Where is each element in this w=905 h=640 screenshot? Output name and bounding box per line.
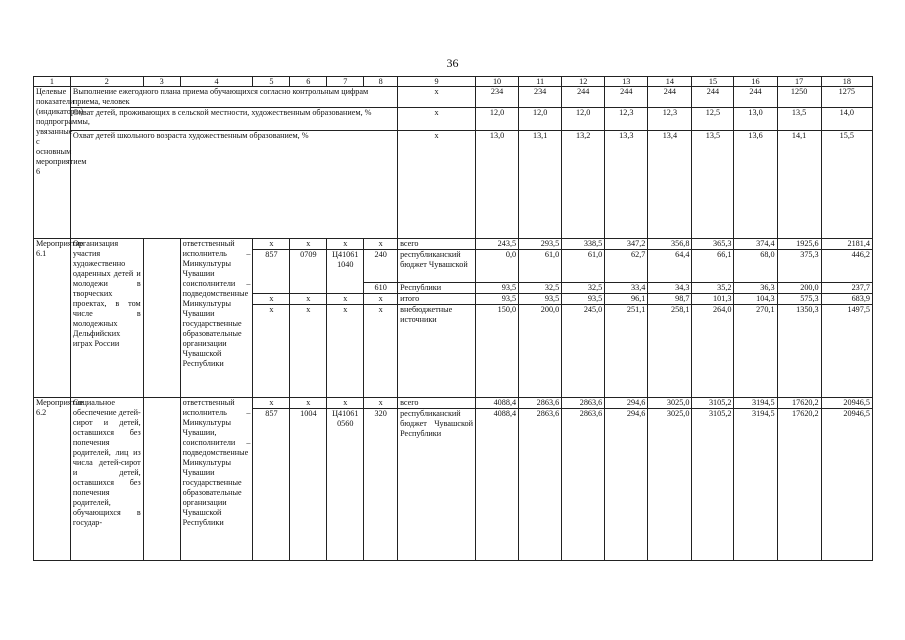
source-cell: всего <box>398 239 476 250</box>
empty-cell <box>143 239 180 398</box>
source-cell: внебюджетные источники <box>398 305 476 398</box>
value-cell: 243,5 <box>476 239 519 250</box>
value-cell: 13,0 <box>734 108 777 131</box>
value-cell: 3025,0 <box>648 398 692 409</box>
value-cell: 1497,5 <box>821 305 872 398</box>
value-cell: 68,0 <box>734 250 777 283</box>
measure-name: Социальное обеспечение детей-сирот и детей, оставшихся без попечения родителей, лиц из числа детей-сирот и детей, оставшихся без попечения родителей, обучающихся в государ- <box>70 398 143 561</box>
code-cell: x <box>290 305 327 398</box>
indicator-mark: x <box>398 108 476 131</box>
value-cell: 365,3 <box>692 239 734 250</box>
indicator-mark: x <box>398 131 476 239</box>
value-cell: 61,0 <box>562 250 605 283</box>
value-cell: 4088,4 <box>476 409 519 561</box>
code-cell: 320 <box>364 409 398 561</box>
value-cell: 294,6 <box>605 398 648 409</box>
value-cell: 13,0 <box>476 131 519 239</box>
value-cell: 12,3 <box>648 108 692 131</box>
value-cell: 13,5 <box>692 131 734 239</box>
col-header: 17 <box>777 77 821 87</box>
value-cell: 293,5 <box>519 239 562 250</box>
value-cell: 12,0 <box>476 108 519 131</box>
code-cell: x <box>364 398 398 409</box>
value-cell: 1250 <box>777 87 821 108</box>
code-cell <box>327 283 364 294</box>
indicator-text: Выполнение ежегодного плана приема обучающихся согласно контрольным цифрам приема, человек <box>70 87 397 108</box>
value-cell: 2181,4 <box>821 239 872 250</box>
value-cell: 17620,2 <box>777 409 821 561</box>
value-cell: 93,5 <box>476 283 519 294</box>
value-cell: 32,5 <box>519 283 562 294</box>
value-cell: 12,5 <box>692 108 734 131</box>
table-row <box>34 398 873 409</box>
code-cell: x <box>253 398 290 409</box>
indicator-text: Охват детей школьного возраста художественным образованием, % <box>70 131 397 239</box>
value-cell: 12,3 <box>605 108 648 131</box>
value-cell: 33,4 <box>605 283 648 294</box>
value-cell: 3194,5 <box>734 409 777 561</box>
code-cell: x <box>327 398 364 409</box>
value-cell: 1350,3 <box>777 305 821 398</box>
source-cell: итого <box>398 294 476 305</box>
page-number: 36 <box>446 56 459 70</box>
value-cell: 244 <box>692 87 734 108</box>
col-header: 4 <box>180 77 253 87</box>
col-header: 10 <box>476 77 519 87</box>
value-cell: 575,3 <box>777 294 821 305</box>
code-cell: Ц41061 1040 <box>327 250 364 283</box>
value-cell: 12,0 <box>562 108 605 131</box>
code-cell: x <box>364 294 398 305</box>
code-cell <box>290 283 327 294</box>
code-cell: x <box>327 294 364 305</box>
value-cell: 14,1 <box>777 131 821 239</box>
empty-cell <box>143 398 180 561</box>
measure-label: Мероприятие 6.1 <box>34 239 71 398</box>
value-cell: 20946,5 <box>821 409 872 561</box>
value-cell: 683,9 <box>821 294 872 305</box>
col-header: 12 <box>562 77 605 87</box>
value-cell: 98,7 <box>648 294 692 305</box>
column-number-row <box>34 77 873 87</box>
value-cell: 347,2 <box>605 239 648 250</box>
value-cell: 234 <box>519 87 562 108</box>
code-cell: x <box>327 239 364 250</box>
value-cell: 200,0 <box>777 283 821 294</box>
value-cell: 374,4 <box>734 239 777 250</box>
code-cell: x <box>253 305 290 398</box>
value-cell: 446,2 <box>821 250 872 283</box>
col-header: 3 <box>143 77 180 87</box>
table-row <box>34 239 873 250</box>
value-cell: 4088,4 <box>476 398 519 409</box>
value-cell: 13,2 <box>562 131 605 239</box>
value-cell: 12,0 <box>519 108 562 131</box>
col-header: 8 <box>364 77 398 87</box>
measure-executor: ответственный исполнитель – Минкультуры Чувашии соисполнители – подведомственные Минкультуры Чувашии государственные образовательные организации Чувашской Республики <box>180 239 253 398</box>
value-cell: 258,1 <box>648 305 692 398</box>
code-cell: x <box>327 305 364 398</box>
value-cell: 66,1 <box>692 250 734 283</box>
col-header: 11 <box>519 77 562 87</box>
value-cell: 13,5 <box>777 108 821 131</box>
code-cell <box>253 283 290 294</box>
value-cell: 356,8 <box>648 239 692 250</box>
code-cell: 610 <box>364 283 398 294</box>
value-cell: 17620,2 <box>777 398 821 409</box>
value-cell: 61,0 <box>519 250 562 283</box>
code-cell: x <box>364 305 398 398</box>
value-cell: 93,5 <box>562 294 605 305</box>
col-header: 15 <box>692 77 734 87</box>
value-cell: 35,2 <box>692 283 734 294</box>
code-cell: x <box>290 239 327 250</box>
value-cell: 1275 <box>821 87 872 108</box>
value-cell: 2863,6 <box>519 409 562 561</box>
value-cell: 150,0 <box>476 305 519 398</box>
value-cell: 270,1 <box>734 305 777 398</box>
value-cell: 101,3 <box>692 294 734 305</box>
targets-label: Целевые показатели (индикаторы) подпрограммы, увязанные с основным мероприятием 6 <box>34 87 71 239</box>
value-cell: 20946,5 <box>821 398 872 409</box>
value-cell: 15,5 <box>821 131 872 239</box>
col-header: 9 <box>398 77 476 87</box>
value-cell: 32,5 <box>562 283 605 294</box>
measure-executor: ответственный исполнитель – Минкультуры Чувашии, соисполнители – подведомственные Минкультуры Чувашии государственные образовательные организации Чувашской Республики <box>180 398 253 561</box>
code-cell: x <box>364 239 398 250</box>
value-cell: 13,1 <box>519 131 562 239</box>
value-cell: 244 <box>605 87 648 108</box>
code-cell: 857 <box>253 250 290 283</box>
value-cell: 14,0 <box>821 108 872 131</box>
value-cell: 3105,2 <box>692 409 734 561</box>
col-header: 6 <box>290 77 327 87</box>
value-cell: 1925,6 <box>777 239 821 250</box>
value-cell: 13,4 <box>648 131 692 239</box>
code-cell: x <box>253 294 290 305</box>
value-cell: 64,4 <box>648 250 692 283</box>
col-header: 2 <box>70 77 143 87</box>
code-cell: 0709 <box>290 250 327 283</box>
code-cell: x <box>290 294 327 305</box>
value-cell: 294,6 <box>605 409 648 561</box>
col-header: 5 <box>253 77 290 87</box>
value-cell: 34,3 <box>648 283 692 294</box>
col-header: 18 <box>821 77 872 87</box>
value-cell: 200,0 <box>519 305 562 398</box>
value-cell: 251,1 <box>605 305 648 398</box>
source-cell: всего <box>398 398 476 409</box>
table-row <box>34 108 873 131</box>
value-cell: 0,0 <box>476 250 519 283</box>
value-cell: 13,6 <box>734 131 777 239</box>
value-cell: 13,3 <box>605 131 648 239</box>
source-cell: республиканский бюджет Чувашской <box>398 250 476 283</box>
col-header: 14 <box>648 77 692 87</box>
value-cell: 104,3 <box>734 294 777 305</box>
table-row <box>34 87 873 108</box>
value-cell: 2863,6 <box>562 409 605 561</box>
code-cell: 1004 <box>290 409 327 561</box>
value-cell: 234 <box>476 87 519 108</box>
value-cell: 245,0 <box>562 305 605 398</box>
value-cell: 62,7 <box>605 250 648 283</box>
code-cell: 240 <box>364 250 398 283</box>
value-cell: 36,3 <box>734 283 777 294</box>
value-cell: 3025,0 <box>648 409 692 561</box>
value-cell: 2863,6 <box>562 398 605 409</box>
code-cell: Ц41061 0560 <box>327 409 364 561</box>
value-cell: 237,7 <box>821 283 872 294</box>
value-cell: 375,3 <box>777 250 821 283</box>
table-row <box>34 131 873 239</box>
col-header: 1 <box>34 77 71 87</box>
code-cell: x <box>290 398 327 409</box>
value-cell: 3105,2 <box>692 398 734 409</box>
code-cell: x <box>253 239 290 250</box>
code-cell: 857 <box>253 409 290 561</box>
value-cell: 96,1 <box>605 294 648 305</box>
col-header: 16 <box>734 77 777 87</box>
value-cell: 93,5 <box>519 294 562 305</box>
measure-label: Мероприятие 6.2 <box>34 398 71 561</box>
value-cell: 93,5 <box>476 294 519 305</box>
value-cell: 2863,6 <box>519 398 562 409</box>
indicator-text: Охват детей, проживающих в сельской местности, художественным образованием, % <box>70 108 397 131</box>
value-cell: 3194,5 <box>734 398 777 409</box>
measure-name: Организация участия художественно одаренных детей и молодежи в творческих проектах, в том числе в молодежных Дельфийских играх России <box>70 239 143 398</box>
source-cell: республиканский бюджет Чувашской Республики <box>398 409 476 561</box>
value-cell: 264,0 <box>692 305 734 398</box>
col-header: 13 <box>605 77 648 87</box>
indicator-mark: x <box>398 87 476 108</box>
value-cell: 244 <box>648 87 692 108</box>
source-cell: Республики <box>398 283 476 294</box>
program-table <box>33 76 873 561</box>
value-cell: 338,5 <box>562 239 605 250</box>
col-header: 7 <box>327 77 364 87</box>
value-cell: 244 <box>734 87 777 108</box>
value-cell: 244 <box>562 87 605 108</box>
